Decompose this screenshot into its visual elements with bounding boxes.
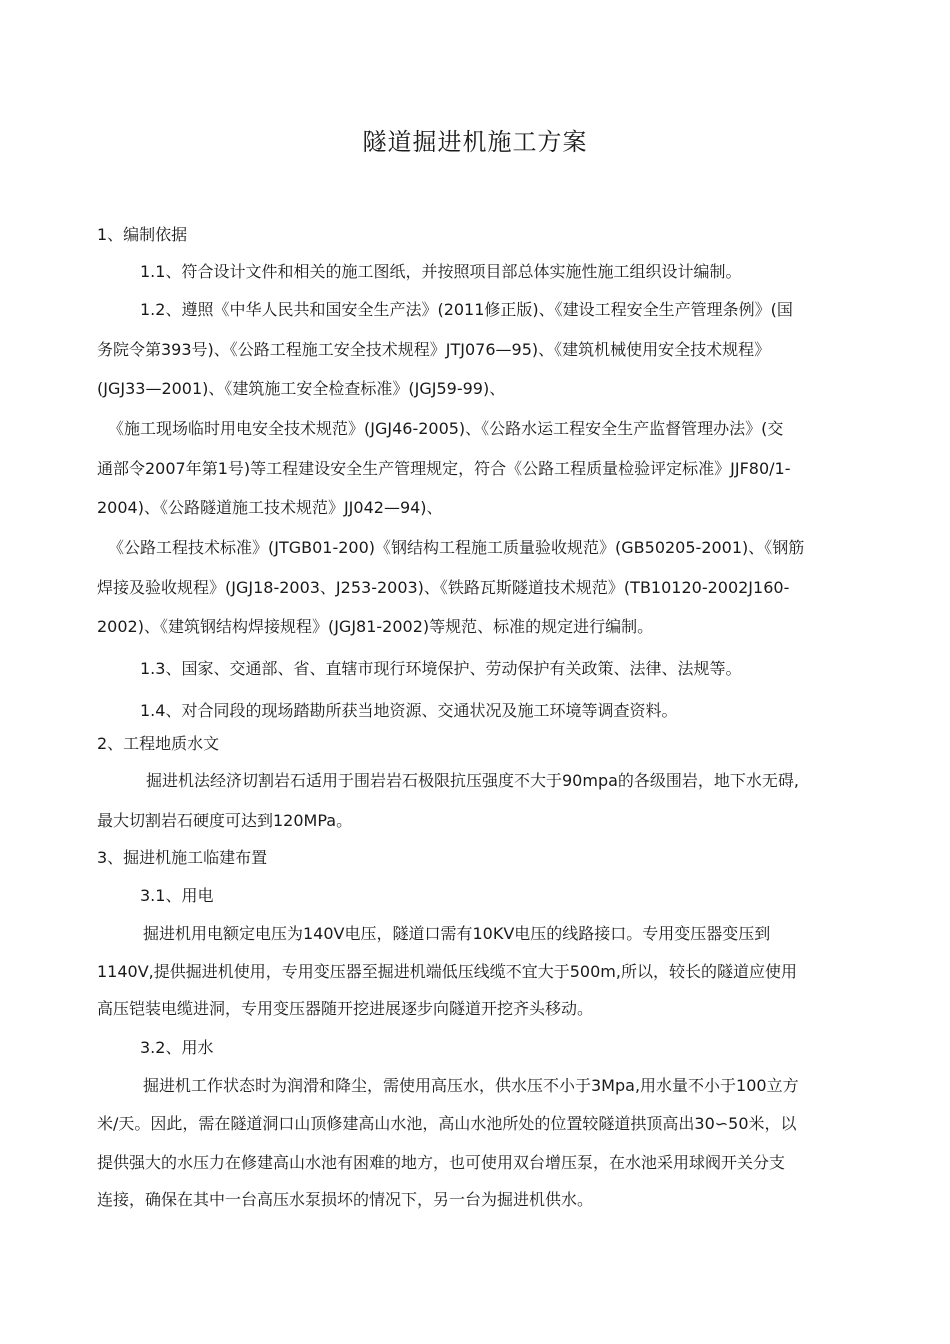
paragraph-line: 掘进机用电额定电压为140V电压，隧道口需有10KV电压的线路接口。专用变压器变压到 <box>143 924 771 943</box>
paragraph-line: 提供强大的水压力在修建高山水池有困难的地方，也可使用双台增压泵，在水池采用球阀开关分支 <box>97 1153 786 1172</box>
section-heading: 2、工程地质水文 <box>97 734 220 753</box>
document-title: 隧道掘进机施工方案 <box>362 128 588 156</box>
paragraph-line: 务院令第393号)、《公路工程施工安全技术规程》JTJ076—95)、《建筑机械使用安全技术规程》 <box>97 340 771 359</box>
paragraph-line: 高压铠装电缆进洞，专用变压器随开挖进展逐步向隧道开挖齐头移动。 <box>97 999 594 1018</box>
paragraph-line: 1.4、对合同段的现场踏勘所获当地资源、交通状况及施工环境等调查资料。 <box>140 701 678 720</box>
section-heading: 3、掘进机施工临建布置 <box>97 848 268 867</box>
paragraph-line: 《公路工程技术标准》(JTGB01-200)《钢结构工程施工质量验收规范》(GB50205-2001)、《钢筋 <box>108 538 805 557</box>
subsection-heading: 3.2、用水 <box>140 1038 214 1057</box>
paragraph-line: 连接，确保在其中一台高压水泵损坏的情况下，另一台为掘进机供水。 <box>97 1190 594 1209</box>
paragraph-line: 焊接及验收规程》(JGJ18-2003、J253-2003)、《铁路瓦斯隧道技术规范》(TB10120-2002J160- <box>97 578 790 597</box>
paragraph-line: 2002)、《建筑钢结构焊接规程》(JGJ81-2002)等规范、标准的规定进行编制。 <box>97 617 654 636</box>
paragraph-line: 1140V,提供掘进机使用，专用变压器至掘进机端低压线缆不宜大于500m,所以，较长的隧道应使用 <box>97 962 797 981</box>
paragraph-line: (JGJ33—2001)、《建筑施工安全检查标准》(JGJ59-99)、 <box>97 379 506 398</box>
paragraph-line: 2004)、《公路隧道施工技术规范》JJ042—94)、 <box>97 498 443 517</box>
paragraph-line: 1.3、国家、交通部、省、直辖市现行环境保护、劳动保护有关政策、法律、法规等。 <box>140 659 742 678</box>
paragraph-line: 米/天。因此，需在隧道洞口山顶修建高山水池，高山水池所处的位置较隧道拱顶高出30∽50米，以 <box>97 1114 797 1133</box>
paragraph-line: 《施工现场临时用电安全技术规范》(JGJ46-2005)、《公路水运工程安全生产监督管理办法》(交 <box>108 419 784 438</box>
paragraph-line: 掘进机工作状态时为润滑和降尘，需使用高压水，供水压不小于3Mpa,用水量不小于100立方 <box>143 1076 799 1095</box>
section-heading: 1、编制依据 <box>97 225 188 244</box>
paragraph-line: 1.1、符合设计文件和相关的施工图纸，并按照项目部总体实施性施工组织设计编制。 <box>140 262 742 281</box>
paragraph-line: 最大切割岩石硬度可达到120MPa。 <box>97 811 353 830</box>
paragraph-line: 通部令2007年第1号)等工程建设安全生产管理规定，符合《公路工程质量检验评定标准》JJF80/1- <box>97 459 791 478</box>
paragraph-line: 掘进机法经济切割岩石适用于围岩岩石极限抗压强度不大于90mpa的各级围岩，地下水无碍, <box>146 771 799 790</box>
subsection-heading: 3.1、用电 <box>140 886 214 905</box>
paragraph-line: 1.2、遵照《中华人民共和国安全生产法》(2011修正版)、《建设工程安全生产管理条例》(国 <box>140 300 793 319</box>
